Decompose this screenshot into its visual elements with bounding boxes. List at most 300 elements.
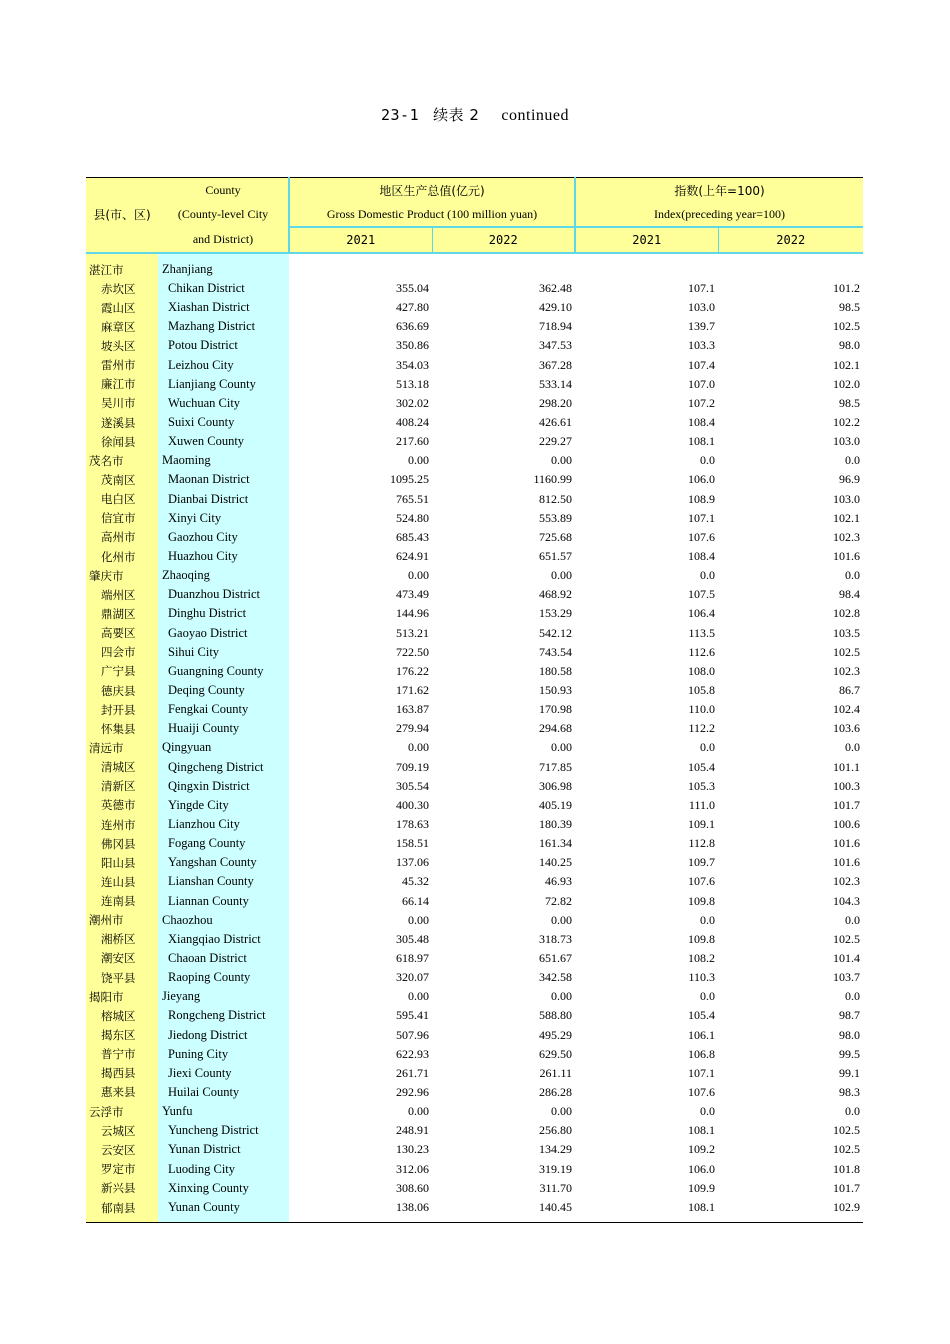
gdp-2021-cell: 302.02 <box>396 395 429 410</box>
gdp-2021-cell: 709.19 <box>396 759 429 774</box>
gdp-2022-cell: 1160.99 <box>533 472 572 487</box>
index-2021-cell: 139.7 <box>688 319 715 334</box>
index-2022-cell: 102.8 <box>833 606 861 621</box>
index-2021-cell: 105.8 <box>688 683 715 698</box>
index-2022-cell: 0.0 <box>845 912 861 927</box>
index-2022-cell: 0.0 <box>845 453 861 468</box>
table-header <box>86 178 863 254</box>
gdp-table <box>86 177 863 1223</box>
table-row <box>86 815 863 834</box>
table-row <box>86 432 863 451</box>
gdp-2021-cell: 279.94 <box>396 721 429 736</box>
table-row <box>86 356 863 375</box>
region-name-cn: 英德市 <box>86 796 158 815</box>
table-row <box>86 624 863 643</box>
index-year-2021: 2021 <box>575 227 718 253</box>
gdp-2021-cell: 144.96 <box>396 606 429 621</box>
gdp-2021-cell <box>289 253 432 279</box>
gdp-2021-cell: 0.00 <box>408 912 429 927</box>
region-name-en: Leizhou City <box>158 356 289 375</box>
gdp-2021-cell: 163.87 <box>396 702 429 717</box>
index-2021-cell: 111.0 <box>688 797 715 812</box>
index-2022-cell: 103.0 <box>833 491 861 506</box>
gdp-2021-cell: 765.51 <box>396 491 429 506</box>
region-name-cn: 连山县 <box>86 872 158 891</box>
table-row <box>86 949 863 968</box>
gdp-2021-cell: 722.50 <box>396 644 429 659</box>
region-name-cn: 郁南县 <box>86 1198 158 1223</box>
title-en: continued <box>501 107 570 124</box>
gdp-2022-cell: 286.28 <box>539 1084 572 1099</box>
table-row <box>86 298 863 317</box>
table-row <box>86 777 863 796</box>
gdp-2021-cell: 622.93 <box>396 1046 429 1061</box>
index-2021-cell: 108.1 <box>688 434 715 449</box>
gdp-2021-cell: 130.23 <box>396 1142 429 1157</box>
region-name-cn: 新兴县 <box>86 1179 158 1198</box>
gdp-2021-cell: 685.43 <box>396 529 429 544</box>
table-row <box>86 700 863 719</box>
gdp-2022-cell: 553.89 <box>539 510 572 525</box>
region-name-cn: 徐闻县 <box>86 432 158 451</box>
gdp-2022-cell: 229.27 <box>539 434 572 449</box>
region-name-cn: 茂名市 <box>86 451 158 470</box>
index-2021-cell: 106.4 <box>688 606 715 621</box>
table-row <box>86 490 863 509</box>
region-name-en: Luoding City <box>158 1159 289 1178</box>
index-2022-cell: 103.7 <box>833 970 861 985</box>
region-name-en: Duanzhou District <box>158 585 289 604</box>
gdp-2022-cell: 718.94 <box>539 319 572 334</box>
region-name-cn: 潮州市 <box>86 911 158 930</box>
gdp-2021-cell: 0.00 <box>408 740 429 755</box>
gdp-2022-cell: 743.54 <box>539 644 572 659</box>
table-row <box>86 892 863 911</box>
gdp-2021-cell: 158.51 <box>396 836 429 851</box>
index-2022-cell: 98.0 <box>839 1027 861 1042</box>
table-number: 23-1 <box>380 106 420 124</box>
region-name-cn: 云城区 <box>86 1121 158 1140</box>
gdp-2021-cell: 305.54 <box>396 778 429 793</box>
gdp-2021-cell: 0.00 <box>408 1104 429 1119</box>
index-2022-cell <box>718 253 863 279</box>
region-name-cn: 普宁市 <box>86 1045 158 1064</box>
table-row <box>86 375 863 394</box>
region-name-cn: 榕城区 <box>86 1006 158 1025</box>
gdp-2022-cell: 318.73 <box>539 931 572 946</box>
index-2022-cell: 102.4 <box>833 702 861 717</box>
index-2021-cell: 107.1 <box>688 281 715 296</box>
table-row <box>86 336 863 355</box>
region-name-en: Dinghu District <box>158 604 289 623</box>
gdp-2022-cell: 426.61 <box>539 415 572 430</box>
region-name-en: Sihui City <box>158 643 289 662</box>
gdp-year-2022: 2022 <box>432 227 575 253</box>
index-2021-cell: 107.2 <box>688 395 715 410</box>
region-name-cn: 坡头区 <box>86 336 158 355</box>
region-name-cn: 云浮市 <box>86 1102 158 1121</box>
index-2021-cell: 109.8 <box>688 931 715 946</box>
region-name-en: Xiashan District <box>158 298 289 317</box>
region-name-cn: 湘桥区 <box>86 930 158 949</box>
region-name-en: Yuncheng District <box>158 1121 289 1140</box>
index-2022-cell: 102.0 <box>833 376 861 391</box>
region-name-cn: 化州市 <box>86 547 158 566</box>
gdp-2022-cell: 533.14 <box>539 376 572 391</box>
index-2022-cell: 0.0 <box>845 1104 861 1119</box>
region-name-cn: 电白区 <box>86 490 158 509</box>
index-2022-cell: 98.4 <box>839 587 861 602</box>
index-2022-cell: 96.9 <box>839 472 861 487</box>
region-name-en: Lianshan County <box>158 872 289 891</box>
table-row <box>86 643 863 662</box>
gdp-2021-cell: 0.00 <box>408 453 429 468</box>
gdp-2021-cell: 312.06 <box>396 1161 429 1176</box>
gdp-2022-cell: 588.80 <box>539 1008 572 1023</box>
index-2021-cell: 0.0 <box>700 453 715 468</box>
gdp-2021-cell: 305.48 <box>396 931 429 946</box>
gdp-2021-cell: 636.69 <box>396 319 429 334</box>
gdp-2022-cell: 180.58 <box>539 663 572 678</box>
region-name-cn: 端州区 <box>86 585 158 604</box>
table-row <box>86 1064 863 1083</box>
region-name-cn: 遂溪县 <box>86 413 158 432</box>
gdp-2021-cell: 178.63 <box>396 817 429 831</box>
gdp-2022-cell: 367.28 <box>539 357 572 372</box>
region-name-en: Deqing County <box>158 681 289 700</box>
table-row <box>86 872 863 891</box>
page-title <box>0 104 950 125</box>
index-2021-cell: 103.3 <box>688 338 715 353</box>
gdp-2022-cell: 717.85 <box>539 759 572 774</box>
gdp-2022-cell <box>432 253 575 279</box>
gdp-2021-cell: 354.03 <box>396 357 429 372</box>
index-2021-cell: 105.3 <box>688 778 715 793</box>
region-name-en: Xinxing County <box>158 1179 289 1198</box>
region-name-cn: 信宜市 <box>86 509 158 528</box>
gdp-2022-cell: 0.00 <box>551 912 572 927</box>
gdp-year-2021: 2021 <box>289 227 432 253</box>
index-2022-cell: 100.3 <box>833 778 861 793</box>
gdp-en-header: Gross Domestic Product (100 million yuan) <box>289 202 575 227</box>
region-name-cn: 清城区 <box>86 758 158 777</box>
region-name-en: Gaoyao District <box>158 624 289 643</box>
index-2022-cell: 102.1 <box>833 510 861 525</box>
city-row <box>86 253 863 279</box>
index-2021-cell: 109.9 <box>688 1180 715 1195</box>
index-2021-cell: 107.5 <box>688 587 715 602</box>
gdp-2021-cell: 513.18 <box>396 376 429 391</box>
index-2022-cell: 103.6 <box>833 721 861 736</box>
index-2022-cell: 98.5 <box>839 395 861 410</box>
region-name-en: Chaozhou <box>158 911 289 930</box>
gdp-2021-cell: 524.80 <box>396 510 429 525</box>
index-2021-cell: 105.4 <box>688 1008 715 1023</box>
index-2021-cell: 109.2 <box>688 1142 715 1157</box>
index-2022-cell: 102.9 <box>718 1198 863 1223</box>
region-name-cn: 连南县 <box>86 892 158 911</box>
gdp-2022-cell: 542.12 <box>539 625 572 640</box>
region-name-en: Potou District <box>158 336 289 355</box>
table-row <box>86 1198 863 1223</box>
region-name-cn: 清新区 <box>86 777 158 796</box>
index-2022-cell: 101.7 <box>833 797 861 812</box>
table-row <box>86 470 863 489</box>
gdp-2021-cell: 595.41 <box>396 1008 429 1023</box>
index-2022-cell: 102.1 <box>833 357 861 372</box>
region-name-cn: 佛冈县 <box>86 834 158 853</box>
index-2021-cell: 0.0 <box>700 568 715 583</box>
table-row <box>86 1140 863 1159</box>
index-2021-cell: 107.1 <box>688 1065 715 1080</box>
table-row <box>86 1083 863 1102</box>
table-row <box>86 853 863 872</box>
region-name-en: Raoping County <box>158 968 289 987</box>
gdp-2022-cell: 161.34 <box>539 836 572 851</box>
region-name-en: Zhaoqing <box>158 566 289 585</box>
index-2022-cell: 101.6 <box>833 549 861 564</box>
gdp-2022-cell: 46.93 <box>545 874 572 889</box>
index-2021-cell: 107.6 <box>688 529 715 544</box>
index-2021-cell: 103.0 <box>688 300 715 315</box>
region-name-cn: 怀集县 <box>86 719 158 738</box>
region-name-en: Huaiji County <box>158 719 289 738</box>
region-name-cn: 吴川市 <box>86 394 158 413</box>
region-name-en: Yunfu <box>158 1102 289 1121</box>
index-2021-cell: 107.6 <box>688 874 715 889</box>
index-2021-cell: 112.8 <box>688 836 715 851</box>
gdp-2022-cell: 342.58 <box>539 970 572 985</box>
gdp-2021-cell: 1095.25 <box>390 472 429 487</box>
index-2021-cell: 108.1 <box>575 1198 718 1223</box>
table-row <box>86 1121 863 1140</box>
index-2021-cell: 113.5 <box>688 625 715 640</box>
region-name-cn: 湛江市 <box>86 253 158 279</box>
index-2022-cell: 102.3 <box>833 663 861 678</box>
index-2021-cell <box>575 253 718 279</box>
table-row <box>86 509 863 528</box>
gdp-2021-cell: 350.86 <box>396 338 429 353</box>
index-2022-cell: 101.7 <box>833 1180 861 1195</box>
gdp-2022-cell: 153.29 <box>539 606 572 621</box>
region-name-en: Maoming <box>158 451 289 470</box>
region-name-cn: 肇庆市 <box>86 566 158 585</box>
region-name-cn: 赤坎区 <box>86 279 158 298</box>
index-2021-cell: 112.2 <box>688 721 715 736</box>
gdp-2022-cell: 0.00 <box>551 1104 572 1119</box>
region-name-cn: 高州市 <box>86 528 158 547</box>
city-row <box>86 451 863 470</box>
index-2022-cell: 102.2 <box>833 415 861 430</box>
region-name-en: Fengkai County <box>158 700 289 719</box>
gdp-2021-cell: 292.96 <box>396 1084 429 1099</box>
region-name-cn: 惠来县 <box>86 1083 158 1102</box>
region-name-cn: 鼎湖区 <box>86 604 158 623</box>
gdp-2021-cell: 624.91 <box>396 549 429 564</box>
gdp-2021-cell: 45.32 <box>402 874 429 889</box>
gdp-2021-cell: 473.49 <box>396 587 429 602</box>
table-row <box>86 394 863 413</box>
index-2021-cell: 0.0 <box>700 989 715 1004</box>
table-row <box>86 1006 863 1025</box>
index-2021-cell: 110.3 <box>688 970 715 985</box>
county-en-label-2: (County-level City <box>158 202 289 227</box>
gdp-2022-cell: 651.57 <box>539 549 572 564</box>
index-2021-cell: 108.0 <box>688 663 715 678</box>
index-2021-cell: 106.1 <box>688 1027 715 1042</box>
region-name-en: Qingyuan <box>158 738 289 757</box>
gdp-2022-cell: 298.20 <box>539 395 572 410</box>
region-name-cn: 清远市 <box>86 738 158 757</box>
index-2021-cell: 108.9 <box>688 491 715 506</box>
region-name-en: Xiangqiao District <box>158 930 289 949</box>
region-name-en: Huilai County <box>158 1083 289 1102</box>
index-2021-cell: 108.4 <box>688 549 715 564</box>
index-2021-cell: 112.6 <box>688 644 715 659</box>
region-name-cn: 高要区 <box>86 624 158 643</box>
index-2021-cell: 106.0 <box>688 472 715 487</box>
index-2022-cell: 0.0 <box>845 740 861 755</box>
region-name-en: Yunan District <box>158 1140 289 1159</box>
index-2021-cell: 106.0 <box>688 1161 715 1176</box>
city-row <box>86 566 863 585</box>
gdp-2021-cell: 138.06 <box>289 1198 432 1223</box>
gdp-cn-header: 地区生产总值(亿元) <box>289 178 575 203</box>
region-name-en: Xuwen County <box>158 432 289 451</box>
region-name-en: Fogang County <box>158 834 289 853</box>
index-2022-cell: 99.5 <box>839 1046 861 1061</box>
gdp-2022-cell: 629.50 <box>539 1046 572 1061</box>
index-2022-cell: 99.1 <box>839 1065 861 1080</box>
region-name-en: Suixi County <box>158 413 289 432</box>
index-2021-cell: 108.1 <box>688 1123 715 1138</box>
county-en-label-1: County <box>158 178 289 203</box>
index-2021-cell: 0.0 <box>700 1104 715 1119</box>
index-2021-cell: 107.1 <box>688 510 715 525</box>
index-2021-cell: 107.6 <box>688 1084 715 1099</box>
table-row <box>86 547 863 566</box>
table-row <box>86 1045 863 1064</box>
index-2022-cell: 0.0 <box>845 989 861 1004</box>
region-name-cn: 霞山区 <box>86 298 158 317</box>
gdp-2022-cell: 306.98 <box>539 778 572 793</box>
gdp-2022-cell: 0.00 <box>551 989 572 1004</box>
region-name-cn: 廉江市 <box>86 375 158 394</box>
gdp-2022-cell: 651.67 <box>539 950 572 965</box>
gdp-2022-cell: 140.25 <box>539 855 572 870</box>
gdp-2022-cell: 0.00 <box>551 453 572 468</box>
index-2022-cell: 101.6 <box>833 855 861 870</box>
index-2021-cell: 0.0 <box>700 740 715 755</box>
region-name-cn: 麻章区 <box>86 317 158 336</box>
region-name-cn: 德庆县 <box>86 681 158 700</box>
index-2022-cell: 102.5 <box>833 931 861 946</box>
region-name-en: Chaoan District <box>158 949 289 968</box>
index-2022-cell: 102.5 <box>833 644 861 659</box>
region-name-en: Lianzhou City <box>158 815 289 834</box>
gdp-2022-cell: 140.45 <box>432 1198 575 1223</box>
region-name-en: Jiedong District <box>158 1025 289 1044</box>
region-name-cn: 揭东区 <box>86 1025 158 1044</box>
index-en-header: Index(preceding year=100) <box>575 202 863 227</box>
gdp-2022-cell: 0.00 <box>551 740 572 755</box>
table-row <box>86 604 863 623</box>
region-name-en: Xinyi City <box>158 509 289 528</box>
gdp-2021-cell: 355.04 <box>396 281 429 296</box>
city-row <box>86 987 863 1006</box>
gdp-2021-cell: 137.06 <box>396 855 429 870</box>
region-name-cn: 潮安区 <box>86 949 158 968</box>
index-2022-cell: 102.3 <box>833 529 861 544</box>
index-year-2022: 2022 <box>718 227 863 253</box>
index-2022-cell: 103.5 <box>833 625 861 640</box>
gdp-2022-cell: 180.39 <box>539 817 572 831</box>
index-2022-cell: 102.5 <box>833 1123 861 1138</box>
region-name-cn: 云安区 <box>86 1140 158 1159</box>
gdp-2021-cell: 176.22 <box>396 663 429 678</box>
city-row <box>86 738 863 757</box>
index-2022-cell: 104.3 <box>833 893 861 908</box>
gdp-2022-cell: 319.19 <box>539 1161 572 1176</box>
gdp-2021-cell: 0.00 <box>408 989 429 1004</box>
region-name-en: Huazhou City <box>158 547 289 566</box>
index-2022-cell: 0.0 <box>845 568 861 583</box>
gdp-2022-cell: 812.50 <box>539 491 572 506</box>
gdp-2022-cell: 347.53 <box>539 338 572 353</box>
index-2021-cell: 108.4 <box>688 415 715 430</box>
gdp-2021-cell: 507.96 <box>396 1027 429 1042</box>
index-2021-cell: 110.0 <box>688 702 715 717</box>
region-name-en: Qingxin District <box>158 777 289 796</box>
index-2022-cell: 100.6 <box>833 817 861 831</box>
region-name-en: Zhanjiang <box>158 253 289 279</box>
gdp-2022-cell: 170.98 <box>539 702 572 717</box>
region-name-cn: 雷州市 <box>86 356 158 375</box>
index-2021-cell: 0.0 <box>700 912 715 927</box>
index-2021-cell: 109.7 <box>688 855 715 870</box>
gdp-2021-cell: 427.80 <box>396 300 429 315</box>
table-row <box>86 796 863 815</box>
region-name-en: Wuchuan City <box>158 394 289 413</box>
index-2022-cell: 98.3 <box>839 1084 861 1099</box>
table-row <box>86 585 863 604</box>
table-row <box>86 413 863 432</box>
region-name-en: Chikan District <box>158 279 289 298</box>
region-name-en: Dianbai District <box>158 490 289 509</box>
index-2022-cell: 98.0 <box>839 338 861 353</box>
region-name-en: Guangning County <box>158 662 289 681</box>
table-row <box>86 528 863 547</box>
gdp-2022-cell: 429.10 <box>539 300 572 315</box>
gdp-2021-cell: 66.14 <box>402 893 429 908</box>
region-name-en: Maonan District <box>158 470 289 489</box>
gdp-2021-cell: 171.62 <box>396 683 429 698</box>
region-name-en: Rongcheng District <box>158 1006 289 1025</box>
index-cn-header: 指数(上年=100) <box>575 178 863 203</box>
index-2022-cell: 101.6 <box>833 836 861 851</box>
region-name-cn: 连州市 <box>86 815 158 834</box>
index-2022-cell: 101.1 <box>833 759 861 774</box>
region-name-cn: 揭西县 <box>86 1064 158 1083</box>
table-row <box>86 662 863 681</box>
region-name-en: Mazhang District <box>158 317 289 336</box>
index-2022-cell: 101.8 <box>833 1161 861 1176</box>
index-2022-cell: 101.4 <box>833 950 861 965</box>
index-2021-cell: 107.0 <box>688 376 715 391</box>
city-row <box>86 1102 863 1121</box>
region-name-en: Qingcheng District <box>158 758 289 777</box>
gdp-2022-cell: 150.93 <box>539 683 572 698</box>
